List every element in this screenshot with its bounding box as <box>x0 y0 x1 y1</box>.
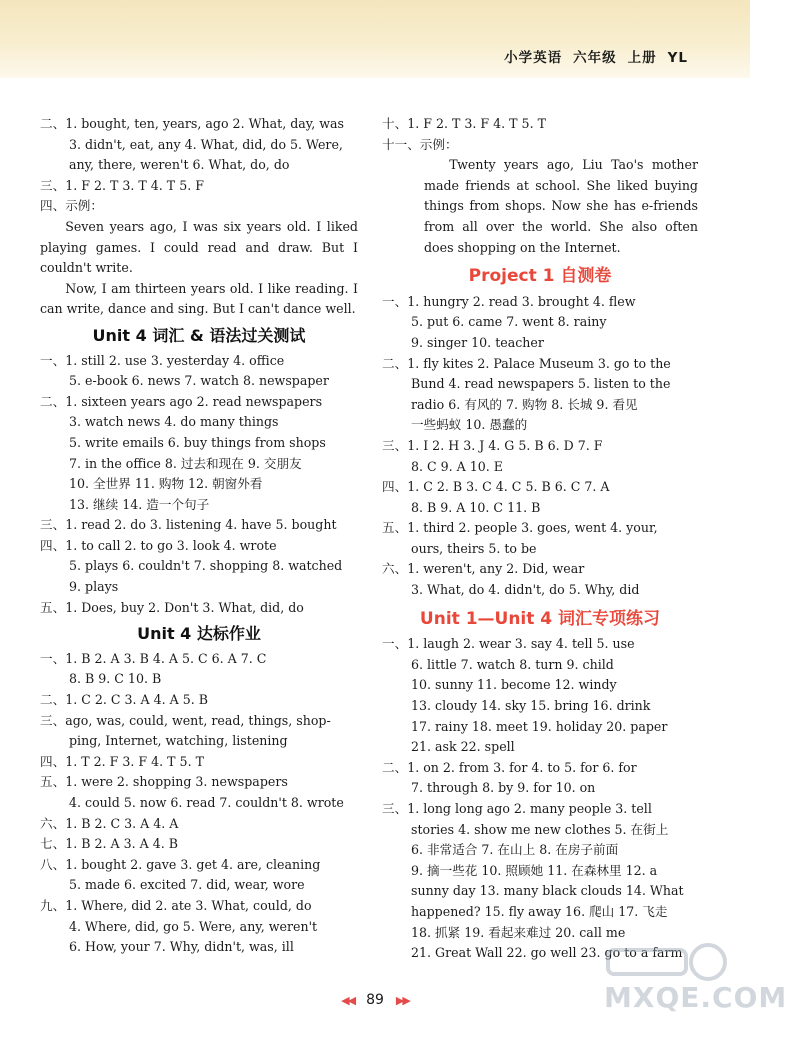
answer-line: 17. rainy 18. meet 19. holiday 20. paper <box>411 718 668 734</box>
right-answers-block1 <box>382 114 698 155</box>
left-column <box>40 114 358 958</box>
answer-line: 一、1. hungry 2. read 3. brought 4. flew <box>382 293 636 309</box>
answer-line: 八、1. bought 2. gave 3. get 4. are, cleaning <box>40 856 321 872</box>
answer-line: 10. sunny 11. become 12. windy <box>411 677 617 693</box>
answer-line: 6. little 7. watch 8. turn 9. child <box>411 656 614 672</box>
right-column <box>382 114 698 964</box>
answer-line: 二、1. on 2. from 3. for 4. to 5. for 6. for <box>382 759 637 775</box>
answer-line: 二、1. bought, ten, years, ago 2. What, day, was <box>40 116 344 131</box>
answer-line: 五、1. Does, buy 2. Don't 3. What, did, do <box>40 599 304 615</box>
answer-line: 6. 非常适合 7. 在山上 8. 在房子前面 <box>411 842 619 858</box>
answer-line: 4. Where, did, go 5. Were, any, weren't <box>69 918 318 934</box>
answer-line: 18. 抓紧 19. 看起来难过 20. call me <box>411 924 626 940</box>
header-band <box>0 0 750 78</box>
answer-line: 8. B 9. C 10. B <box>69 671 162 687</box>
answer-line: 五、1. third 2. people 3. goes, went 4. your, <box>382 520 658 536</box>
watermark-text: MXQE.COM <box>604 981 787 1014</box>
section-unit4-homework <box>40 649 358 958</box>
section-title-unit1-4-vocab: Unit 1—Unit 4 词汇专项练习 <box>419 608 661 629</box>
answer-line: 四、1. C 2. B 3. C 4. C 5. B 6. C 7. A <box>382 479 610 495</box>
answer-line: 五、1. were 2. shopping 3. newspapers <box>40 774 288 790</box>
right-sample-essay <box>382 155 698 258</box>
answer-line: 5. e-book 6. news 7. watch 8. newspaper <box>69 373 329 389</box>
left-sample-essay <box>40 217 358 320</box>
header-volume: 上册 <box>627 50 657 66</box>
answer-line: 3. What, do 4. didn't, do 5. Why, did <box>411 582 640 598</box>
answer-line: stories 4. show me new clothes 5. 在街上 <box>411 821 669 837</box>
answer-line: 一、1. laugh 2. wear 3. say 4. tell 5. use <box>382 636 635 652</box>
answer-line: 5. plays 6. couldn't 7. shopping 8. watched <box>69 558 343 574</box>
answer-line: 9. plays <box>69 579 119 595</box>
answer-line: radio 6. 有风的 7. 购物 8. 长城 9. 看见 <box>411 396 638 412</box>
section-project1 <box>382 292 698 601</box>
left-answers-block1 <box>40 114 358 217</box>
answer-line: 四、1. to call 2. to go 3. look 4. wrote <box>40 537 277 553</box>
answer-line: Bund 4. read newspapers 5. listen to the <box>411 376 671 392</box>
answer-line: 21. Great Wall 22. go well 23. go to a farm <box>411 945 683 961</box>
essay-paragraph: Seven years ago, I was six years old. I liked playing games. I could read and draw. But I couldn't write. <box>40 218 358 276</box>
answer-line: 十一、示例： <box>382 136 458 152</box>
answer-line: 一、1. still 2. use 3. yesterday 4. office <box>40 352 285 368</box>
answer-line: 四、示例： <box>40 198 103 214</box>
answer-line: 3. didn't, eat, any 4. What, did, do 5. Were, <box>69 136 343 152</box>
answer-line: 三、1. read 2. do 3. listening 4. have 5. bought <box>40 517 337 533</box>
next-page-arrows-icon: ▶▶ <box>395 994 409 1007</box>
answer-line: any, there, weren't 6. What, do, do <box>69 157 290 173</box>
answer-line: 9. singer 10. teacher <box>411 334 544 350</box>
answer-line: 3. watch news 4. do many things <box>69 414 279 430</box>
page-number: 89 <box>366 992 384 1008</box>
section-title-unit4-vocab-grammar: Unit 4 词汇 & 语法过关测试 <box>92 325 306 345</box>
answer-line: 四、1. T 2. F 3. F 4. T 5. T <box>40 753 204 769</box>
section-unit4-vocab-grammar <box>40 351 358 619</box>
answer-line: 5. put 6. came 7. went 8. rainy <box>411 314 607 330</box>
section-title-unit4-homework: Unit 4 达标作业 <box>137 624 261 644</box>
answer-line: 13. 继续 14. 造一个句子 <box>69 496 210 512</box>
essay-paragraph: Twenty years ago, Liu Tao's mother made friends at school. She liked buying things from shops. Now she has e-friends from all over the world. She also often does shopping on the Internet. <box>424 157 698 255</box>
answer-line: 9. 摘一些花 10. 照顾她 11. 在森林里 12. a <box>411 862 658 878</box>
answer-line: 六、1. weren't, any 2. Did, wear <box>382 561 585 577</box>
answer-line: 七、1. B 2. A 3. A 4. B <box>40 836 178 852</box>
essay-paragraph: Now, I am thirteen years old. I like reading. I can write, dance and sing. But I can't dance well. <box>40 280 358 317</box>
answer-line: 8. C 9. A 10. E <box>411 458 503 474</box>
answer-line: 二、1. fly kites 2. Palace Museum 3. go to the <box>382 355 671 371</box>
page-header <box>493 46 688 66</box>
answer-line: 一、1. B 2. A 3. B 4. A 5. C 6. A 7. C <box>40 650 267 666</box>
answer-line: 六、1. B 2. C 3. A 4. A <box>40 815 179 831</box>
watermark-logo <box>596 940 787 1020</box>
answer-line: 8. B 9. A 10. C 11. B <box>411 499 541 515</box>
answer-line: ours, theirs 5. to be <box>411 540 537 556</box>
answer-line: sunny day 13. many black clouds 14. What <box>411 883 684 899</box>
answer-line: happened? 15. fly away 16. 爬山 17. 飞走 <box>411 903 668 919</box>
answer-line: 13. cloudy 14. sky 15. bring 16. drink <box>411 698 651 714</box>
answer-line: 7. in the office 8. 过去和现在 9. 交朋友 <box>69 455 302 471</box>
answer-line: 4. could 5. now 6. read 7. couldn't 8. wrote <box>69 795 344 810</box>
answer-line: 二、1. C 2. C 3. A 4. A 5. B <box>40 692 209 708</box>
section-title-project1: Project 1 自测卷 <box>468 266 612 287</box>
answer-line: 九、1. Where, did 2. ate 3. What, could, do <box>40 897 312 913</box>
section-unit1-4-vocab <box>382 634 698 964</box>
header-edition: YL <box>667 50 688 66</box>
answer-line: 10. 全世界 11. 购物 12. 朝窗外看 <box>69 476 263 492</box>
answer-line: 6. How, your 7. Why, didn't, was, ill <box>69 939 294 955</box>
prev-page-arrows-icon: ◀◀ <box>341 994 355 1007</box>
answer-line: 三、1. I 2. H 3. J 4. G 5. B 6. D 7. F <box>382 437 603 453</box>
answer-line: 一些蚂蚁 10. 愚蠢的 <box>411 417 528 433</box>
answer-line: 三、ago, was, could, went, read, things, shop- <box>40 712 331 728</box>
header-grade: 六年级 <box>573 50 617 66</box>
answer-line: ping, Internet, watching, listening <box>69 733 288 749</box>
answer-line: 三、1. F 2. T 3. T 4. T 5. F <box>40 177 204 193</box>
answer-line: 5. made 6. excited 7. did, wear, wore <box>69 877 305 893</box>
answer-line: 21. ask 22. spell <box>411 739 515 755</box>
header-subject: 小学英语 <box>504 50 563 66</box>
answer-line: 三、1. long long ago 2. many people 3. tell <box>382 801 652 816</box>
answer-line: 5. write emails 6. buy things from shops <box>69 434 326 450</box>
answer-line: 7. through 8. by 9. for 10. on <box>411 780 596 796</box>
answer-line: 二、1. sixteen years ago 2. read newspapers <box>40 393 323 409</box>
answer-line: 十、1. F 2. T 3. F 4. T 5. T <box>382 116 546 131</box>
